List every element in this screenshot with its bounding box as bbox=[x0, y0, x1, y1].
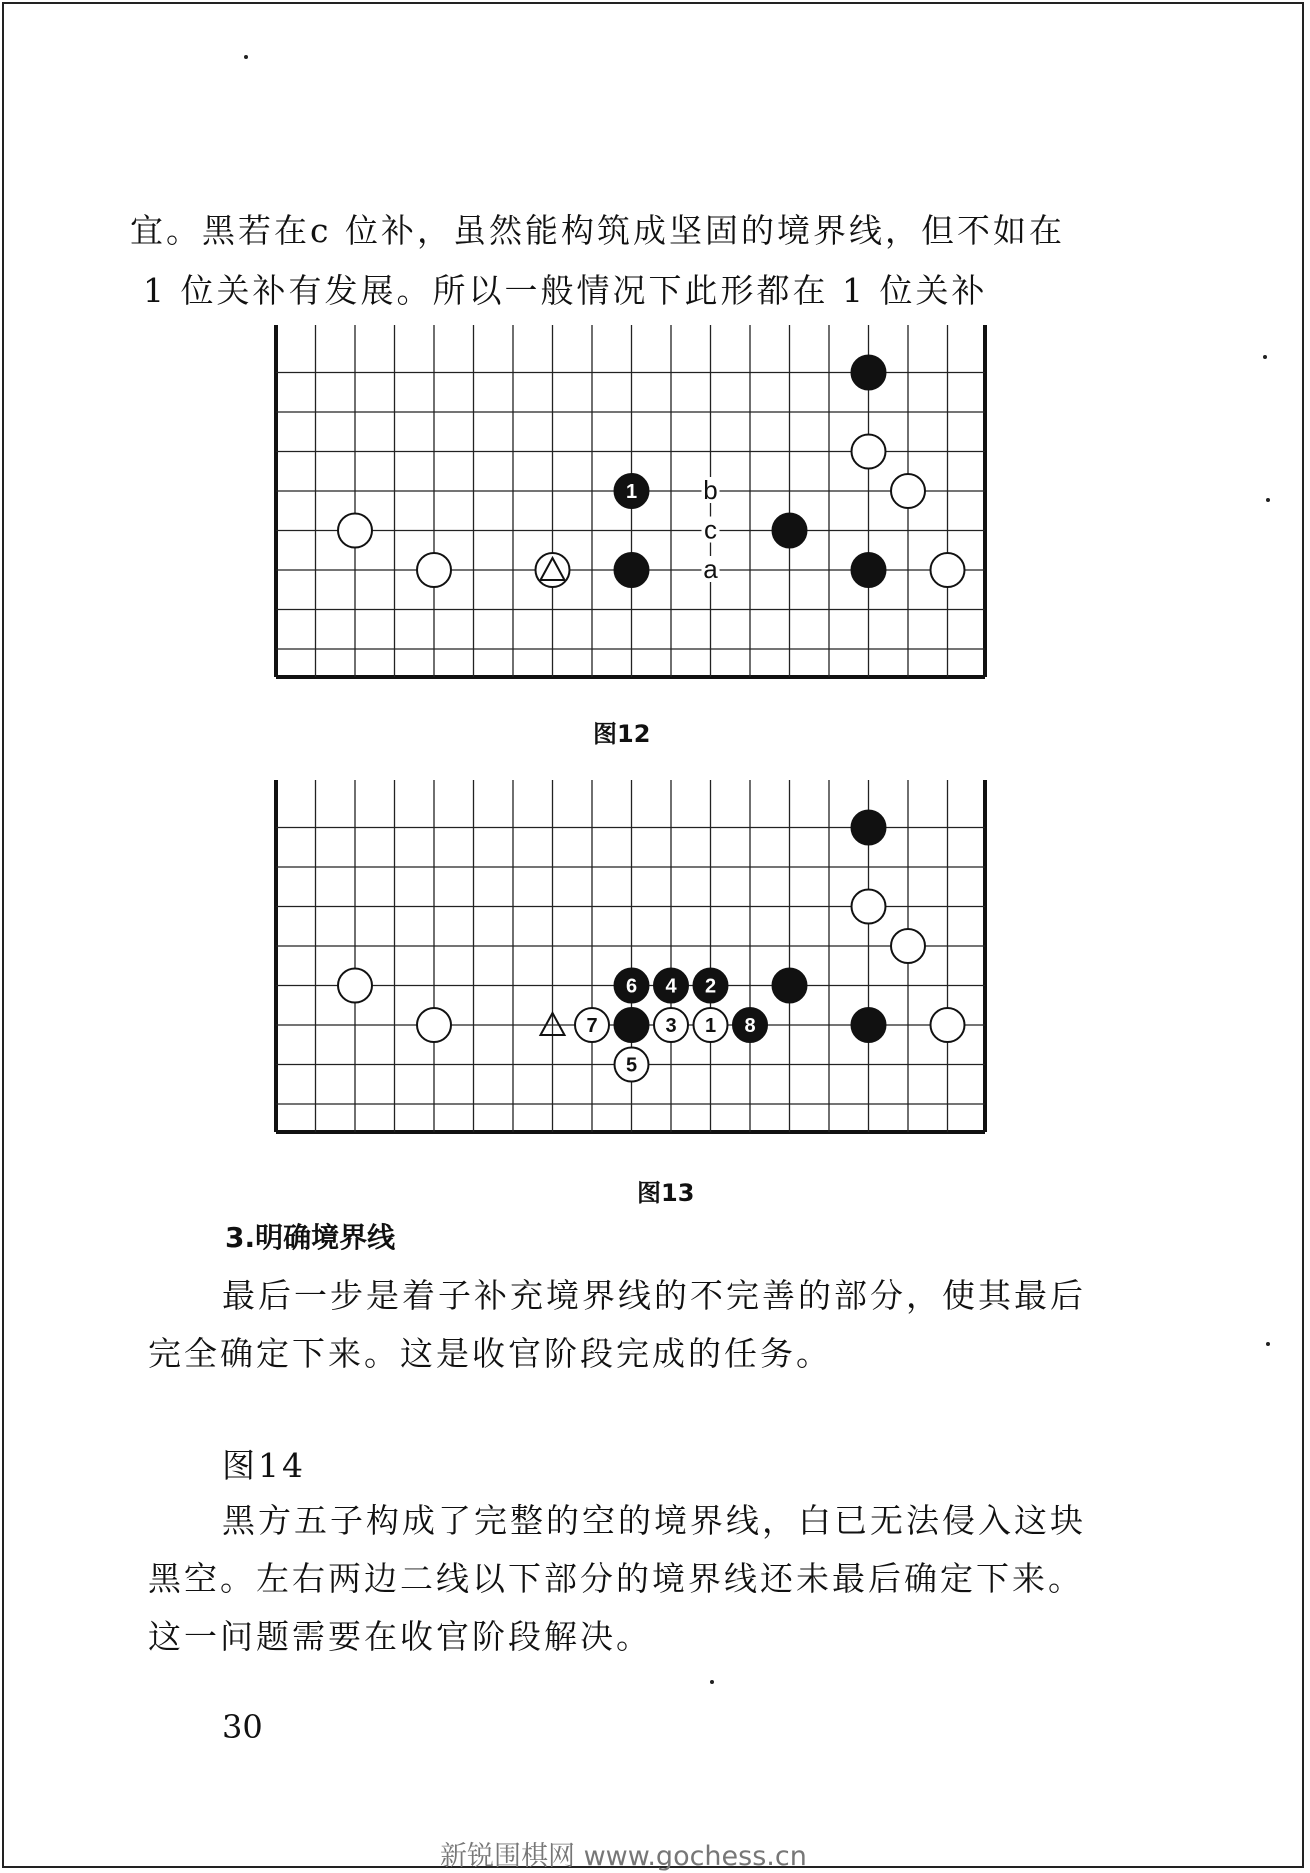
stone-disc bbox=[931, 1008, 965, 1042]
move-number-label: 7 bbox=[586, 1015, 598, 1037]
fig13-stone-black bbox=[654, 969, 688, 1003]
fig13-stone-black bbox=[615, 969, 649, 1003]
scan-speck bbox=[1263, 355, 1267, 359]
fig12-stone-black bbox=[773, 514, 807, 548]
section-heading: 3.明确境界线 bbox=[225, 1221, 396, 1254]
fig13-stone-white bbox=[891, 929, 925, 963]
fig13-stone-white bbox=[417, 1008, 451, 1042]
scan-speck bbox=[710, 1680, 714, 1684]
go-diagram-figure-13 bbox=[268, 780, 992, 1140]
fig13-stone-white bbox=[575, 1008, 609, 1042]
figure-14-label: 图14 bbox=[222, 1446, 306, 1485]
move-number-label: 1 bbox=[625, 481, 638, 503]
footer-watermark: 新锐围棋网 www.gochess.cn bbox=[440, 1841, 807, 1872]
move-number-label: 1 bbox=[704, 1015, 717, 1037]
paragraph-2-line-2: 完全确定下来。这是收官阶段完成的任务。 bbox=[148, 1334, 832, 1373]
fig13-stone-white bbox=[694, 1008, 728, 1042]
stone-disc bbox=[852, 890, 886, 924]
stone-disc bbox=[773, 514, 807, 548]
paragraph-1-line-1: 宜。黑若在c 位补，虽然能构筑成坚固的境界线，但不如在 bbox=[130, 211, 1065, 250]
fig13-stone-white bbox=[615, 1048, 649, 1082]
move-number-label: 2 bbox=[704, 975, 717, 998]
fig13-stone-white bbox=[338, 969, 372, 1003]
point-letter-a: a bbox=[703, 554, 718, 584]
stone-disc bbox=[852, 811, 886, 845]
fig13-stone-black bbox=[694, 969, 728, 1003]
stone-disc bbox=[931, 553, 965, 587]
stone-disc bbox=[852, 553, 886, 587]
stone-disc bbox=[891, 929, 925, 963]
fig13-stone-black bbox=[615, 1008, 649, 1042]
move-number-label: 8 bbox=[744, 1015, 756, 1037]
stone-disc bbox=[852, 435, 886, 469]
point-letter-c: c bbox=[704, 514, 717, 545]
fig12-stone-white bbox=[891, 474, 925, 508]
stone-disc bbox=[852, 1008, 886, 1042]
fig13-stone-black bbox=[852, 811, 886, 845]
move-number-label: 6 bbox=[625, 975, 638, 998]
fig13-stone-black bbox=[852, 1008, 886, 1042]
fig13-stone-white bbox=[931, 1008, 965, 1042]
fig13-stone-black bbox=[773, 969, 807, 1003]
move-number-label: 4 bbox=[665, 975, 677, 998]
stone-disc bbox=[417, 553, 451, 587]
move-number-label: 5 bbox=[625, 1054, 638, 1077]
stone-disc bbox=[338, 969, 372, 1003]
fig12-stone-black bbox=[615, 553, 649, 587]
go-diagram-figure-12 bbox=[268, 325, 992, 685]
fig12-stone-white bbox=[536, 553, 570, 587]
fig12-stone-white bbox=[931, 553, 965, 587]
stone-disc bbox=[773, 969, 807, 1003]
point-letter-b: b bbox=[703, 475, 718, 505]
fig12-stone-black bbox=[852, 356, 886, 390]
paragraph-3-line-2: 黑空。左右两边二线以下部分的境界线还未最后确定下来。 bbox=[148, 1559, 1084, 1598]
fig13-stone-black bbox=[733, 1008, 767, 1042]
scan-speck bbox=[1266, 498, 1270, 502]
paragraph-2-line-1: 最后一步是着子补充境界线的不完善的部分，使其最后 bbox=[222, 1276, 1086, 1315]
fig13-stone-white bbox=[654, 1008, 688, 1042]
fig12-stone-white bbox=[852, 435, 886, 469]
paragraph-1-line-2: 1 位关补有发展。所以一般情况下此形都在 1 位关补 bbox=[143, 271, 988, 310]
stone-disc bbox=[852, 356, 886, 390]
stone-disc bbox=[615, 1008, 649, 1042]
fig12-stone-white bbox=[338, 514, 372, 548]
fig12-stone-white bbox=[417, 553, 451, 587]
stone-disc bbox=[417, 1008, 451, 1042]
page-number: 30 bbox=[222, 1708, 263, 1746]
fig12-stone-black bbox=[852, 553, 886, 587]
stone-disc bbox=[891, 474, 925, 508]
scan-speck bbox=[1266, 1342, 1270, 1346]
paragraph-3-line-1: 黑方五子构成了完整的空的境界线，白已无法侵入这块 bbox=[222, 1501, 1086, 1540]
scan-speck bbox=[244, 55, 248, 59]
paragraph-3-line-3: 这一问题需要在收官阶段解决。 bbox=[148, 1617, 652, 1656]
fig13-stone-white bbox=[852, 890, 886, 924]
stone-disc bbox=[615, 553, 649, 587]
fig12-stone-black bbox=[615, 474, 649, 508]
stone-disc bbox=[338, 514, 372, 548]
figure-13-caption: 图13 bbox=[637, 1179, 695, 1207]
move-number-label: 3 bbox=[665, 1015, 677, 1037]
figure-12-caption: 图12 bbox=[593, 720, 651, 748]
